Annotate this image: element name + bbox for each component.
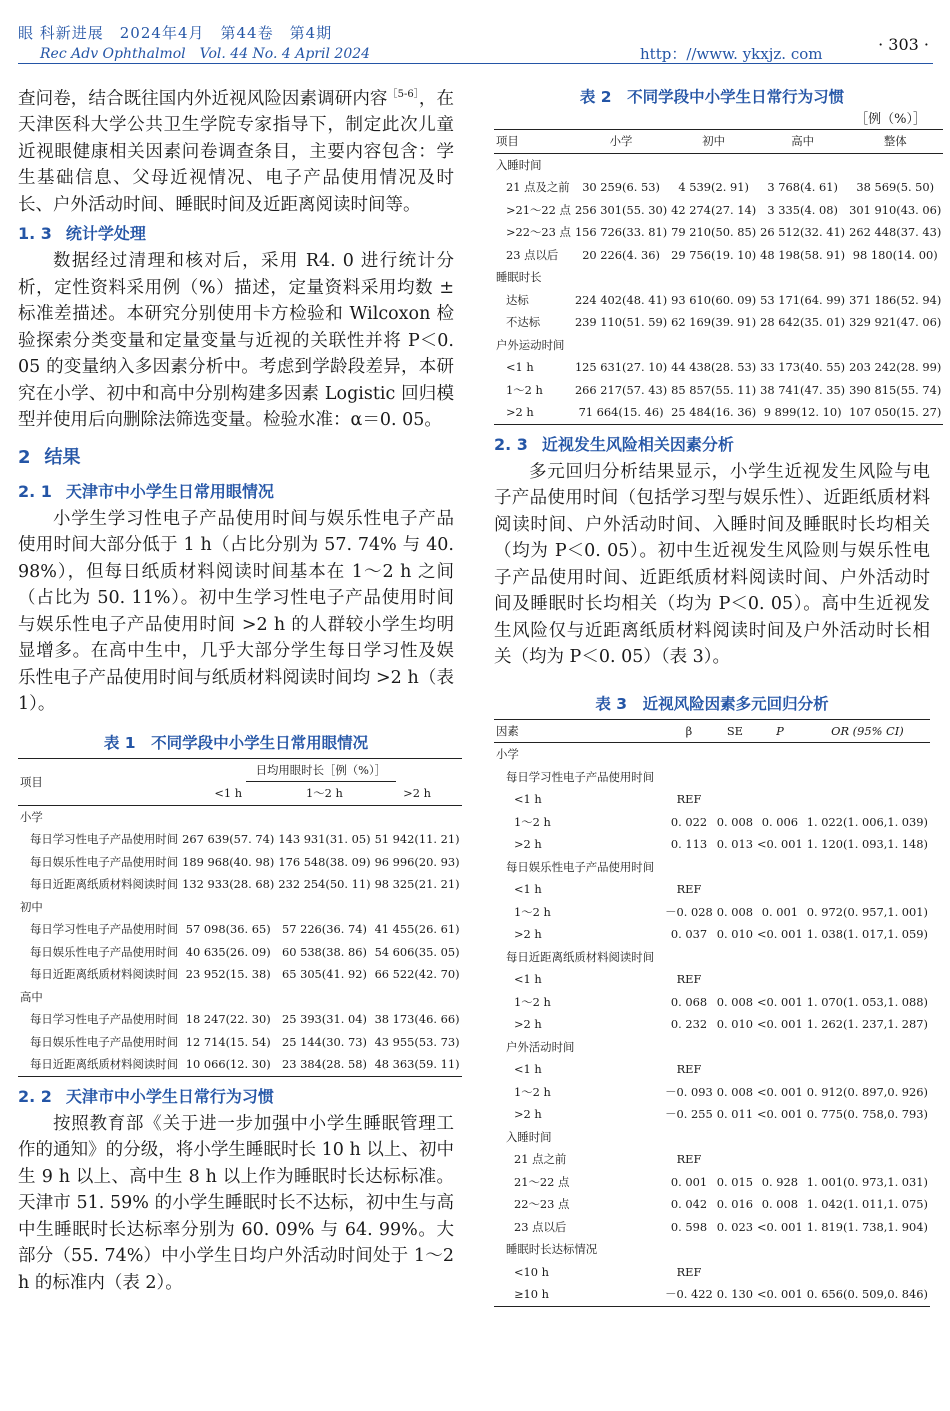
table-cell: 390 815(55. 74) [849,382,942,397]
table-row [18,1008,462,1031]
table-cell: 33 173(40. 55) [760,360,846,374]
table-cell: 0. 008 [716,904,754,919]
table-row-label: 23 点以后 [514,1219,567,1234]
table-row [494,833,930,856]
table-cell: 107 050(15. 27) [847,401,943,424]
table-row-label: 每日娱乐性电子产品使用时间 [30,854,179,869]
table-cell: 0. 068 [670,994,708,1009]
table-cell: 0. 775(0. 758,0. 793) [806,1107,928,1121]
table-row [494,1058,930,1081]
table-cell: 10 066(12. 30) [180,1053,276,1076]
table-cell: 176 548(38. 09) [278,854,371,869]
table-cell: 1. 022(1. 006,1. 039) [806,814,928,829]
table-cell: 93 610(60. 09) [671,292,757,307]
table-row-label: 每日娱乐性电子产品使用时间 [30,944,179,959]
table-row-label: <1 h [514,1062,542,1076]
table-cell [755,968,805,991]
citation-ref[interactable]: ［5-6］ [387,89,419,100]
table-cell: <0. 001 [757,927,803,941]
table-cell: 23 384(28. 58) [276,1053,372,1076]
table-cell [715,878,755,901]
table-cell: 0. 001 [761,904,799,919]
table-row-label: >2 h [514,837,542,851]
table-group-label: 户外运动时间 [496,337,565,352]
table-cell: 48 198(58. 91) [760,247,846,262]
table-cell: 0. 010 [716,1017,754,1031]
table-cell [715,788,755,811]
eye-use-paragraph: 小学生学习性电子产品使用时间与娱乐性电子产品使用时间大部分低于 1 h（占比分别为 57. 74% 与 40. 98%），但每日纸质材料阅读时间基本在 1～2 h 之间（占比为 50. 11%）。初中生学习性电子产品使用时间与娱乐性电子产品使用时间 >2 h 的人群较小学生均明显增多。在高中生中，几乎大部分学生每日学习性及娱乐性电子产品使用时间与纸质材料阅读时间均 >2 h（表 1）。 [18,508,454,715]
table-row [494,1193,930,1216]
table-cell: 48 363(59. 11) [373,1053,462,1076]
table-row [494,311,943,334]
table-row [494,289,943,312]
table-row [18,918,462,941]
table-row-label: >2 h [514,927,542,941]
table-cell: REF [676,792,702,806]
table-row [494,199,943,222]
table-cell: 266 217(57. 43) [574,382,668,397]
table-cell: 51 942(11. 21) [374,832,460,847]
table-cell: 0. 011 [716,1107,754,1121]
table-group-row [18,896,462,919]
table-cell: 40 635(26. 09) [185,944,271,959]
table-cell [755,788,805,811]
table2-header-col: 小学 [573,130,669,154]
journal-title-en: Rec Adv Ophthalmol Vol. 44 No. 4 April 2024 [40,46,371,62]
table-cell: REF [676,1152,702,1166]
table-cell: 1. 120(1. 093,1. 148) [806,837,928,851]
table-cell: 0. 130 [715,1283,755,1306]
table-row [494,1171,930,1194]
table-cell: 29 756(19. 10) [671,247,757,262]
table-row [494,1103,930,1126]
table-group-row [494,946,930,969]
table-level-row [494,743,930,766]
table1-header-col: 1～2 h [276,782,372,805]
table-cell: 0. 008 [716,814,754,829]
table-cell: 0. 598 [670,1219,708,1234]
table-cell: 256 301(55. 30) [574,202,668,217]
table-cell: 267 639(57. 74) [182,832,275,847]
table2-caption: 表 2 不同学段中小学生日常行为习惯 [579,88,845,106]
table-row [18,851,462,874]
table-cell: 0. 912(0. 897,0. 926) [806,1084,928,1099]
table-row-label: 每日学习性电子产品使用时间 [30,922,179,937]
table-row [18,828,462,851]
table-row [494,991,930,1014]
table-cell: 0. 023 [716,1219,754,1234]
table-cell: －0. 255 [665,1107,713,1121]
table-cell: 57 226(36. 74) [281,922,367,937]
table-row [18,941,462,964]
table-row-label: <1 h [506,360,534,374]
table-group-label: 睡眠时长达标情况 [506,1242,598,1256]
table-cell: 0. 008 [761,1197,799,1211]
table-cell: 132 933(28. 68) [182,877,275,892]
table3-header-col: β [663,719,715,743]
table-cell: 0. 022 [670,814,708,829]
table-cell [715,1148,755,1171]
table-cell: 0. 972(0. 957,1. 001) [806,904,928,919]
statistics-paragraph: 数据经过清理和核对后，采用 R4. 0 进行统计分析，定性资料采用例（%）描述，定量资料采用均数 ± 标准差描述。本研究分别使用卡方检验和 Wilcoxon 检验探索分类变量和定量变量与近视的关联性并将 P＜0. 05 的变量纳入多因素分析中。考虑到学龄段差异，本研究在小学、初中和高中分别构建多因素 Logistic 回归模型并使用后向删除法筛选变量。检验水准：α＝0. 05。 [18,251,454,431]
table-row [494,1283,930,1306]
table-cell [805,788,930,811]
table-group-row [494,1036,930,1059]
table-cell: <0. 001 [757,1107,803,1121]
table-row-label: >2 h [514,1017,542,1031]
table-cell: 41 455(26. 61) [374,922,460,937]
table-cell: REF [676,882,702,896]
table-cell: <0. 001 [757,1219,803,1234]
table-row [494,1261,930,1284]
table-cell: REF [676,1264,702,1279]
table-row [494,1013,930,1036]
table-cell: 1. 038(1. 017,1. 059) [806,927,928,941]
table-cell: 371 186(52. 94) [849,292,942,307]
table-row [494,401,943,424]
habits-paragraph: 按照教育部《关于进一步加强中小学生睡眠管理工作的通知》的分级，将小学生睡眠时长 10 h 以上、初中生 9 h 以上、高中生 8 h 以上作为睡眠时长达标标准。天津市 51. 59% 的小学生睡眠时长不达标，初中生与高中生睡眠时长达标率分别为 60. 09% 与 64. 99%。大部分（55. 74%）中小学生日均户外活动时间处于 1～2 h 的标准内（表 2）。 [18,1113,454,1293]
table-cell: 79 210(50. 85) [671,225,757,239]
table-row [494,901,930,924]
table-row-label: <1 h [514,882,542,896]
section-2-1-heading: 2. 1 天津市中小学生日常用眼情况 [18,481,274,501]
table-row [494,923,930,946]
table-row [18,873,462,896]
risk-paragraph: 多元回归分析结果显示，小学生近视发生风险与电子产品使用时间（包括学习型与娱乐性）、近距纸质材料阅读时间、户外活动时间、入睡时间及睡眠时长均相关（均为 P＜0. 05）。初中生近视发生风险则与娱乐性电子产品使用时间、近距纸质材料阅读时间、户外活动时间及睡眠时长均相关（均为 P＜0. 05）。高中生近视发生风险仅与近距离纸质材料阅读时间及户外活动时长相关（均为 P＜0. 05）（表 3）。 [494,461,930,667]
journal-url[interactable]: http：//www. ykxjz. com [640,45,823,63]
table-group-row [494,334,943,357]
table-cell: 26 512(32. 41) [760,225,846,239]
table-group-label: 每日学习性电子产品使用时间 [506,769,655,784]
table1-body [18,805,462,1076]
table-cell: 1. 819(1. 738,1. 904) [806,1219,928,1234]
table-group-row [494,1238,930,1261]
table-cell [805,1058,930,1081]
table-row-label: 不达标 [506,315,541,329]
table-cell: 0. 013 [716,837,754,851]
table-cell: 0. 010 [716,927,754,941]
table-cell: 98 325(21. 21) [374,877,460,892]
table2 [494,129,943,425]
table-cell: 203 242(28. 99) [849,360,942,374]
table-cell: 42 274(27. 14) [671,202,757,217]
table-row [18,963,462,986]
table1-caption: 表 1 不同学段中小学生日常用眼情况 [103,733,369,752]
table-cell: <0. 001 [757,994,803,1009]
table-row [494,968,930,991]
table1 [18,758,462,1077]
table-row-label: 21 点及之前 [506,180,570,194]
journal-title-cn: 眼 科新进展 2024年4月 第44卷 第4期 [18,24,333,42]
table-cell: 3 768(4. 61) [767,180,838,194]
table-cell: 224 402(48. 41) [574,292,668,307]
table-cell: 54 606(35. 05) [374,944,460,959]
table-cell: 262 448(37. 43) [849,225,942,239]
section-1-3-heading: 1. 3 统计学处理 [18,224,146,244]
table-cell: 0. 232 [670,1017,708,1031]
table-cell: 65 305(41. 92) [281,967,367,982]
table-row-label: 1～2 h [514,994,551,1009]
table-row-label: 每日学习性电子产品使用时间 [30,832,179,847]
table-row [494,244,943,267]
table-cell: REF [676,972,702,986]
table-cell [755,1261,805,1284]
table3-header-col: 因素 [494,719,663,743]
table-cell [755,1058,805,1081]
table-row [494,379,943,402]
table-cell: 143 931(31. 05) [278,832,371,847]
table-group-label: 入睡时间 [496,157,542,172]
table-cell: REF [676,1062,702,1076]
table-row [18,1053,462,1076]
table-cell: 0. 656(0. 509,0. 846) [805,1283,930,1306]
table-cell: 301 910(43. 06) [849,202,942,217]
table-row-label: ≥10 h [494,1283,663,1306]
table-cell: 44 438(28. 53) [671,360,757,374]
table-cell: 156 726(33. 81) [574,225,668,239]
table-cell: 1. 070(1. 053,1. 088) [806,994,928,1009]
table-cell [755,1148,805,1171]
table-cell: 189 968(40. 98) [182,854,275,869]
table-group-row [494,153,943,176]
table-cell: －0. 028 [665,904,713,919]
table-cell: 9 899(12. 10) [758,401,847,424]
table-row-label: <10 h [514,1264,549,1279]
table-row-label: 达标 [506,292,529,307]
table-row [494,1148,930,1171]
table-cell: 25 484(16. 36) [669,401,758,424]
table-cell: 43 955(53. 73) [374,1034,460,1049]
table-cell [805,878,930,901]
table-group-label: 睡眠时长 [496,270,542,284]
table-group-row [494,766,930,789]
table-row [494,1216,930,1239]
table-group-label: 初中 [20,899,43,914]
table-cell: 20 226(4. 36) [582,247,660,262]
table-cell: 98 180(14. 00) [852,247,938,262]
table-cell: 57 098(36. 65) [185,922,271,937]
table2-unit: ［例（%）］ [855,112,926,127]
table-cell: 3 335(4. 08) [767,202,838,217]
table-cell: 0. 113 [670,837,708,851]
running-header [18,22,933,70]
table-cell: 4 539(2. 91) [678,180,749,194]
table-cell: 53 171(64. 99) [760,292,846,307]
table-cell: 71 664(15. 46) [573,401,669,424]
table2-header-col: 初中 [669,130,758,154]
table-row-label: 1～2 h [514,1084,551,1099]
table-group-row [494,856,930,879]
table-cell [805,968,930,991]
section-2-heading: 2 结果 [18,446,81,468]
table-cell: 12 714(15. 54) [185,1034,271,1049]
table-cell: 60 538(38. 86) [281,944,367,959]
table-row-label: 每日学习性电子产品使用时间 [30,1012,179,1027]
table2-header-col: 高中 [758,130,847,154]
table-cell: 25 393(31. 04) [281,1012,367,1027]
table-cell: <0. 001 [757,837,803,851]
table-row-label: 1～2 h [514,814,551,829]
table-group-label: 入睡时间 [506,1129,552,1144]
table-cell: 125 631(27. 10) [574,360,668,374]
table-row-label: 23 点以后 [506,247,559,262]
table-level-label: 小学 [496,747,519,761]
table3-header-col: SE [715,719,755,743]
table-row-label: <1 h [514,972,542,986]
table-cell: 0. 042 [670,1197,708,1211]
section-2-2-heading: 2. 2 天津市中小学生日常行为习惯 [18,1086,274,1106]
table2-header-col: 项目 [494,130,573,154]
table3 [494,719,930,1307]
table-cell: 0. 006 [761,814,799,829]
table-group-label: 高中 [20,989,43,1004]
table-cell: 25 144(30. 73) [281,1034,367,1049]
right-column [494,82,942,1307]
table-row-label: >21～22 点 [506,202,571,217]
table1-header-col: >2 h [373,782,462,805]
table-row [494,788,930,811]
table-group-label: 户外活动时间 [506,1039,575,1054]
table-row-label: 1～2 h [506,382,543,397]
table-cell: <0. 001 [757,1017,803,1031]
table-cell: 66 522(42. 70) [374,967,460,982]
table-cell: <0. 001 [757,1084,803,1099]
table-cell [715,968,755,991]
table-group-row [18,805,462,828]
table-row-label: 每日娱乐性电子产品使用时间 [30,1034,179,1049]
table-cell: 18 247(22. 30) [185,1012,271,1027]
table1-header-item: 项目 [18,758,180,805]
table-row [18,1031,462,1054]
left-column [18,82,460,1296]
table-group-row [494,266,943,289]
table-cell: 0. 008 [716,1084,754,1099]
table-row-label: 1～2 h [514,904,551,919]
table-row-label: >22～23 点 [506,225,571,239]
table-group-label: 小学 [20,809,43,824]
table3-header-col: P [755,719,805,743]
table-cell: 329 921(47. 06) [849,315,942,329]
table3-caption: 表 3 近视风险因素多元回归分析 [595,694,829,713]
table-cell: 28 642(35. 01) [760,315,846,329]
table-row-label: 22～23 点 [514,1197,570,1211]
table-cell [805,1148,930,1171]
table-cell: 96 996(20. 93) [374,854,460,869]
table-cell: 1. 001(0. 973,1. 031) [806,1174,928,1189]
table-row [494,878,930,901]
table-cell [805,1261,930,1284]
table-row-label: 21 点之前 [514,1152,567,1166]
table-cell: <0. 001 [755,1283,805,1306]
table1-header-group: 日均用眼时长［例（%）］ [180,758,461,782]
table-cell: 38 569(5. 50) [856,180,935,194]
table3-body [494,743,930,1307]
table-cell: －0. 422 [663,1283,715,1306]
table-row [494,221,943,244]
header-rule [18,63,933,64]
table-group-label: 每日近距离纸质材料阅读时间 [506,949,655,964]
table-row-label: 每日近距离纸质材料阅读时间 [30,877,179,892]
table-cell: 38 173(46. 66) [374,1012,460,1027]
table-cell [715,1261,755,1284]
intro-paragraph: 查问卷，结合既往国内外近视风险因素调研内容$^{[5-6]}$，在天津医科大学公共卫生学院专家指导下，制定此次儿童近视眼健康相关因素问卷调查条目，主要内容包含：学生基础信息、父母近视情况、电子产品使用情况及时长、户外活动时间、睡眠时间及近距离阅读时间等。 [18,88,455,215]
table-row-label: 每日近距离纸质材料阅读时间 [30,967,179,982]
table-cell: 232 254(50. 11) [278,877,371,892]
table-cell: 38 741(47. 35) [760,382,846,397]
table-cell: －0. 093 [665,1084,713,1099]
table-cell: 0. 015 [716,1174,754,1189]
table-cell [715,1058,755,1081]
table1-header-col: <1 h [180,782,276,805]
table-cell: 0. 928 [761,1174,799,1189]
table-cell: 85 857(55. 11) [671,382,757,397]
table-cell: 0. 001 [670,1174,708,1189]
table-cell: 62 169(39. 91) [671,315,757,329]
table-row-label: <1 h [514,792,542,806]
table-cell: 30 259(6. 53) [582,180,660,194]
table-group-label: 每日娱乐性电子产品使用时间 [506,859,655,874]
table-cell: 0. 037 [670,927,708,941]
table-row-label: >2 h [514,1107,542,1121]
table-cell: 239 110(51. 59) [574,315,668,329]
section-2-3-heading: 2. 3 近视发生风险相关因素分析 [494,434,734,454]
table-cell: 23 952(15. 38) [185,967,271,982]
table2-header-col: 整体 [847,130,943,154]
table-group-row [18,986,462,1009]
table-cell: 1. 262(1. 237,1. 287) [806,1017,928,1031]
table-row [494,356,943,379]
table-row-label: 每日近距离纸质材料阅读时间 [18,1053,180,1076]
page-number: · 303 · [878,35,929,54]
table-row [494,1081,930,1104]
table-cell: 0. 008 [716,994,754,1009]
table-row-label: 21～22 点 [514,1174,570,1189]
table-row [494,811,930,834]
table-group-row [494,1126,930,1149]
table-cell: 0. 016 [716,1197,754,1211]
table3-header-col: OR (95% CI) [805,719,930,743]
table-row-label: >2 h [494,401,573,424]
table-cell [755,878,805,901]
table-row [494,176,943,199]
table-cell: 1. 042(1. 011,1. 075) [806,1197,928,1211]
table2-body [494,153,943,424]
